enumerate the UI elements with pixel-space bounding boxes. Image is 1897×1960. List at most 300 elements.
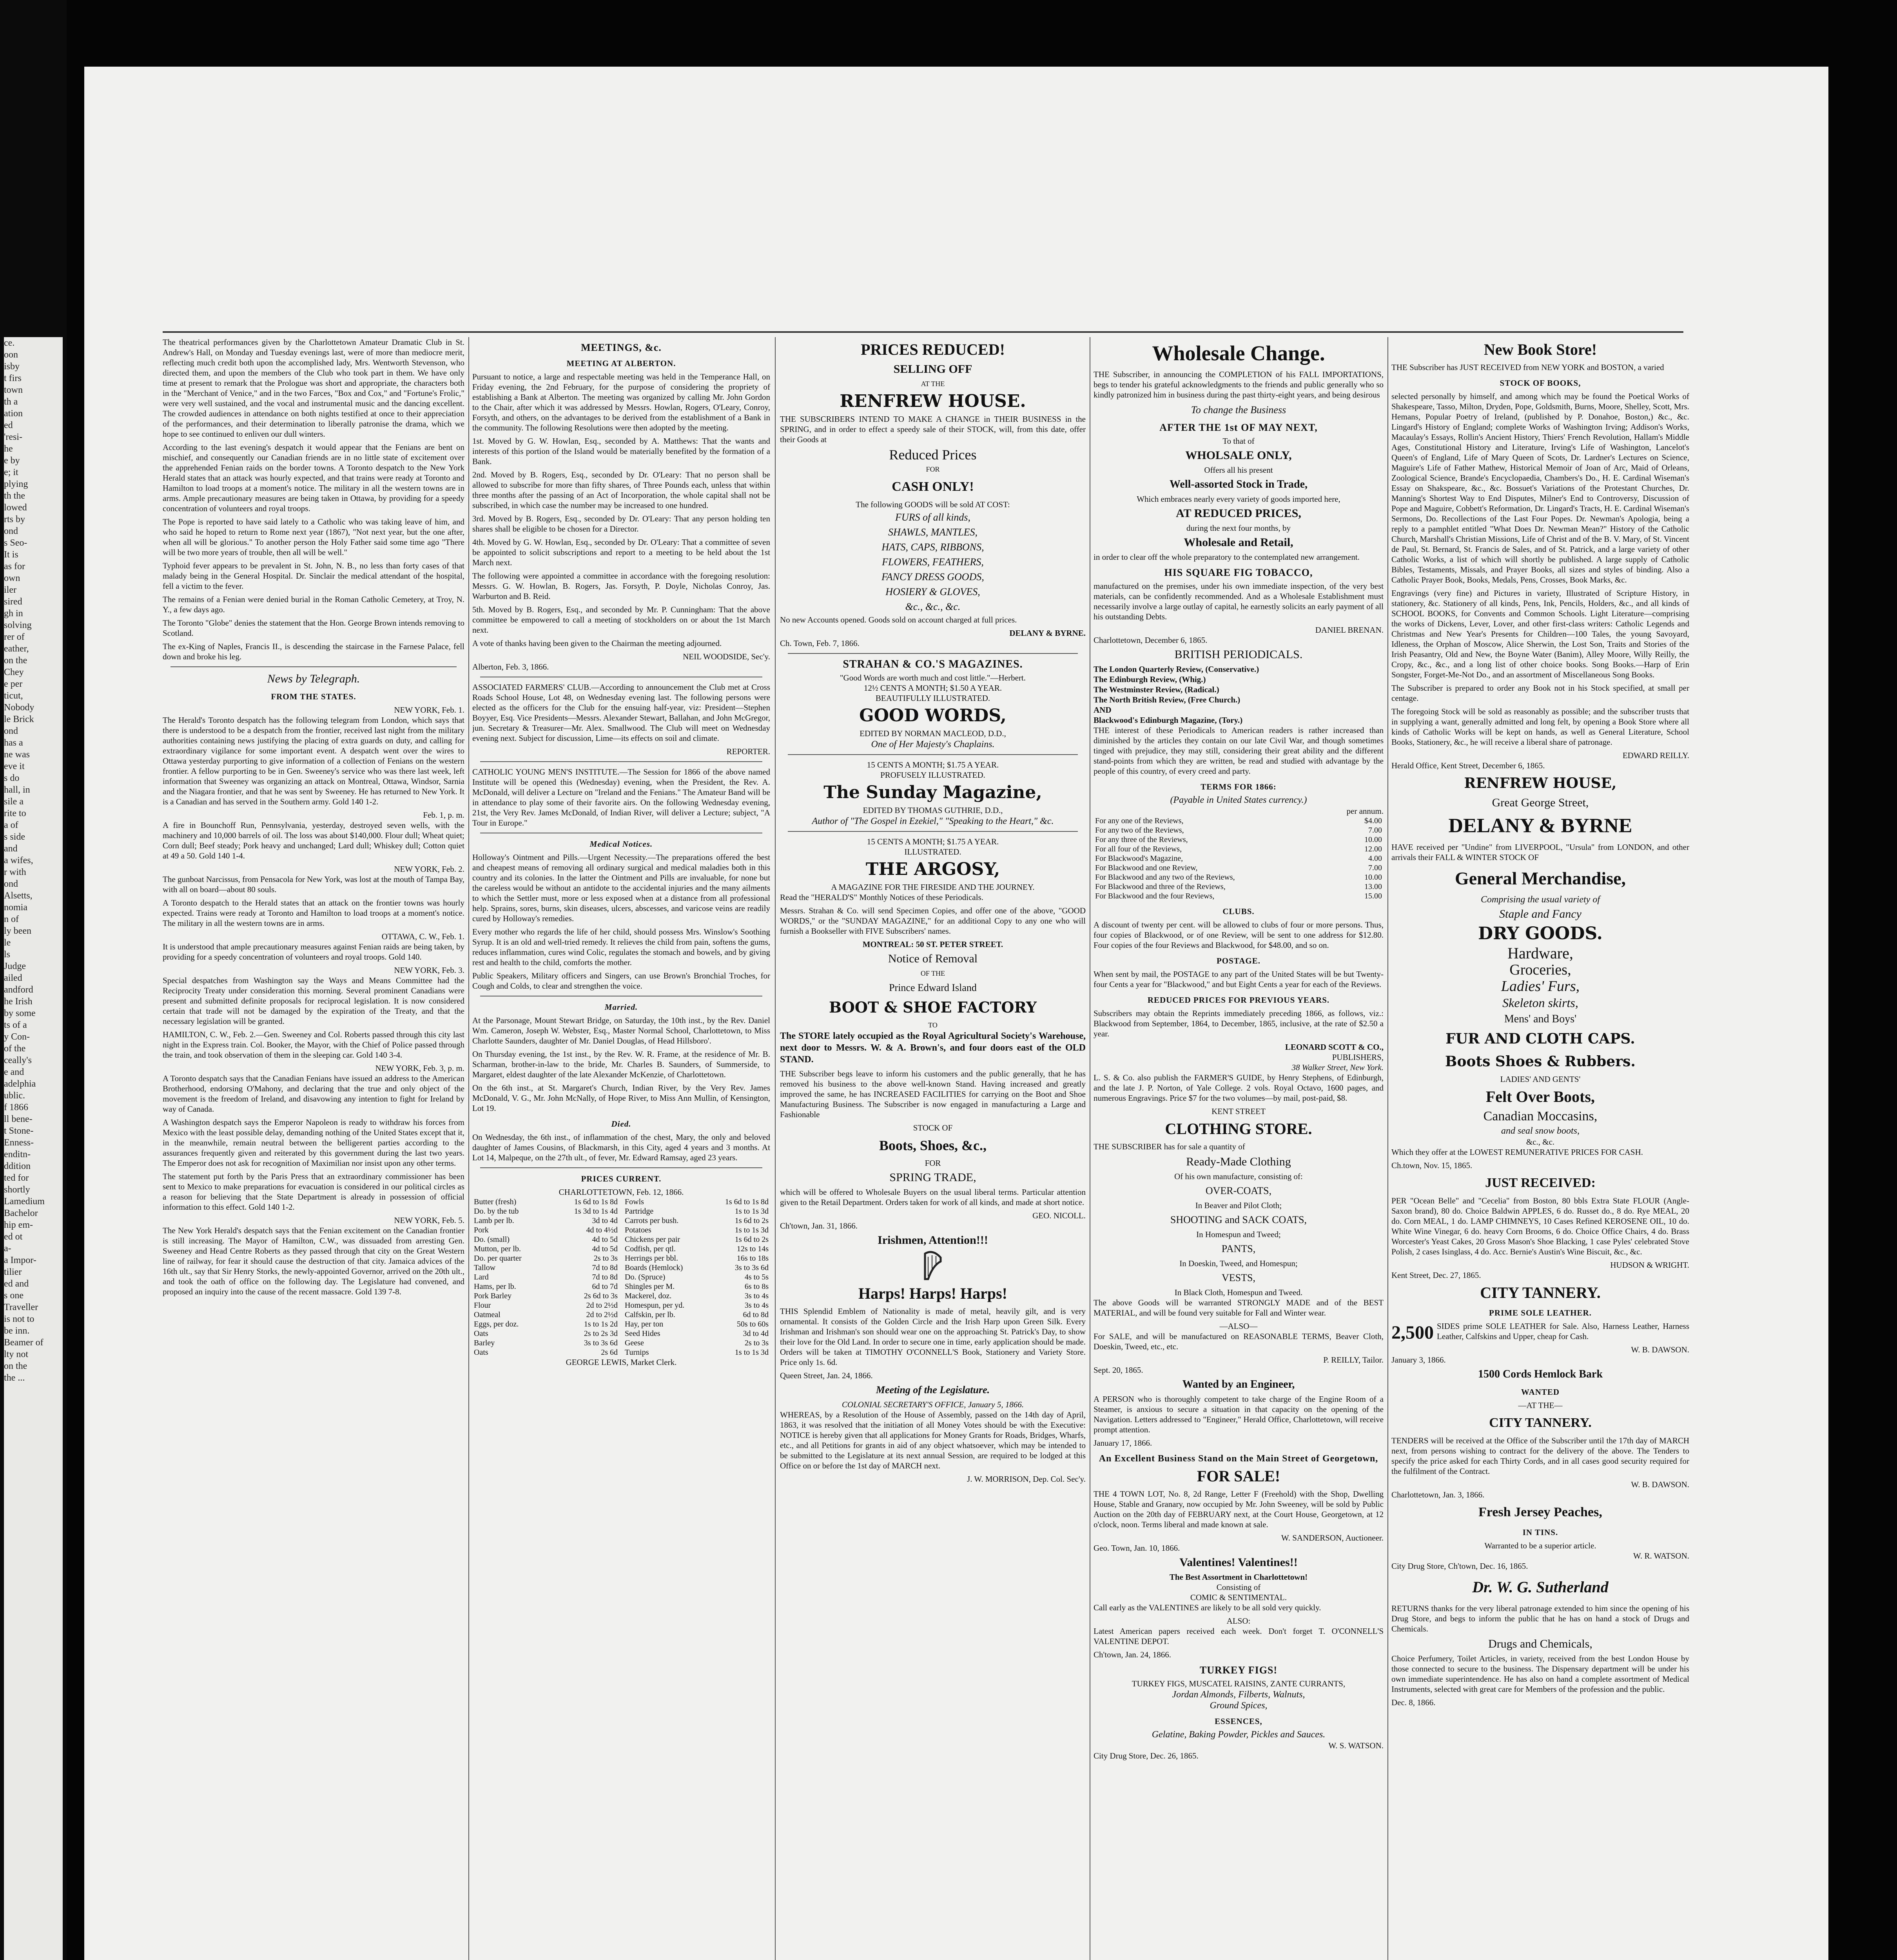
ad-item: FLOWERS, FEATHERS, xyxy=(882,556,984,568)
fragment-line: ll bene- xyxy=(4,1114,33,1124)
fragment-line: ed xyxy=(4,420,13,430)
row-value: 7.00 xyxy=(1368,826,1382,835)
ad-text: Reduced Prices xyxy=(889,447,977,463)
dateline: Feb. 1, p. m. xyxy=(423,810,464,820)
row-label: Seed Hides xyxy=(625,1329,660,1338)
ad-title: Meeting of the Legislature. xyxy=(876,1384,990,1396)
fragment-line: ed and xyxy=(4,1279,29,1289)
row-value: 2d to 2½d xyxy=(586,1310,618,1319)
table-row xyxy=(472,1338,619,1348)
ad-text: and seal snow boots, xyxy=(1501,1126,1580,1136)
fragment-line: on the xyxy=(4,655,27,666)
fragment-line: ls xyxy=(4,949,11,960)
fragment-line: ticut, xyxy=(4,691,23,701)
ad-paragraph: Messrs. Strahan & Co. will send Specimen Copies, and offer one of the above, "GOOD WORDS," or the "SUNDAY MAGAZINE," for an additional Copy to any one who will furnish a Bookseller with FIVE Subscribers' names. xyxy=(780,906,1086,936)
row-label: Calfskin, per lb. xyxy=(625,1310,675,1319)
row-value: 12s to 14s xyxy=(736,1245,769,1253)
ad-text: Felt Over Boots, xyxy=(1485,1088,1595,1105)
ad-store-name: THE ARGOSY, xyxy=(865,859,1000,879)
ad-paragraph: Latest American papers received each week. Don't forget T. O'CONNELL'S VALENTINE DEPOT. xyxy=(1094,1626,1384,1646)
table-row xyxy=(472,1291,619,1301)
table-row xyxy=(472,1216,619,1225)
signature: DELANY & BYRNE. xyxy=(1009,628,1086,638)
table-row xyxy=(472,1329,619,1338)
ad-text: Author of "The Gospel in Ezekiel," "Speaking to the Heart," &c. xyxy=(812,816,1054,826)
section-heading: Married. xyxy=(604,1002,638,1012)
fragment-line: a- xyxy=(4,1243,11,1254)
ad-text: Staple and Fancy xyxy=(1499,907,1581,920)
row-value: 15.00 xyxy=(1364,892,1382,900)
review-title: Blackwood's Edinburgh Magazine, (Tory.) xyxy=(1094,715,1243,725)
fragment-line: andford xyxy=(4,985,33,995)
row-label: For Blackwood's Magazine, xyxy=(1095,854,1183,863)
column-local-news xyxy=(163,337,464,1960)
dateline: NEW YORK, Feb. 1. xyxy=(394,705,464,715)
article-paragraph: Typhoid fever appears to be prevalent in St. John, N. B., no less than forty cases of that malady being in the General Hospital. Dr. Sinclair the medical attendant of the hospital, fell a victim to the fever. xyxy=(163,561,464,591)
ad-text: per annum. xyxy=(1346,806,1384,816)
fragment-line: enditn- xyxy=(4,1149,31,1160)
ad-text: VESTS, xyxy=(1222,1272,1255,1283)
fragment-line: hip em- xyxy=(4,1220,33,1230)
section-subheading: FROM THE STATES. xyxy=(271,692,356,701)
row-value: 7d to 8d xyxy=(592,1273,618,1281)
ad-paragraph: selected personally by himself, and among which may be found the Poetical Works of Shakespeare, Tasso, Milton, Dryden, Pope, Goldsmith, Burns, Moore, Shelley, Scott, Mrs. Hemans, Popular Poetry of Ireland, (published by P. Donahoe, Boston,) &c., &c. Lingard's History of England; complete Works of Washington Irving; Addison's Works, Macaulay's Essays, Rollin's Ancient History, Thiers' French Revolution, Hallam's Middle Ages, Constitutional History and Literature, Irving's Life of Washington, Lancelot's Queen's of England, Life of Mary Queen of Scots, Dr. Lardner's Lectures on Science, Maguire's Life of Father Mathew, Historical Memoir of Joan of Arc, Maid of Orleans, Zoological Science, Brande's Encyclopaedia, Chambers's Do., H. E. Cardinal Wiseman's Essay on Shakspeare, &c., &c. Bossuet's Variations of the Protestant Churches, Dr. Manning's Shortest Way to End Disputes, Milner's End to Controversy, Discussion of Pope and Maguire, Cobbett's Reformation, Dr. Lingard's Tracts, H. E. Cardinal Wiseman's Sermons, Do. Recollections of the Last Four Popes. Dr. Newman's Apologia, being a reply to a pamphlet entitled "What Does Dr. Newman Mean?" History of the Catholic Church, Marshall's Christian Missions, Life of Christ and of the B. V. Mary, of St. Vincent de Paul, St. Bernard, St. Francis de Sales, and of St. Patrick, and a large variety of other Catholic Works, a list of which will shortly be published. A large supply of Catholic Bibles, Testaments, Missals, and Prayer Books, all sizes and styles of binding. Also a Catholic Prayer Book, Books, Medals, Pens, Crosses, Book Marks, &c. xyxy=(1391,392,1689,584)
row-label: For all four of the Reviews, xyxy=(1095,845,1182,853)
fragment-line: le Brick xyxy=(4,714,34,724)
ad-text: OVER-COATS, xyxy=(1205,1185,1272,1196)
table-row xyxy=(472,1272,619,1282)
fragment-line: isby xyxy=(4,361,20,372)
column-rule xyxy=(468,337,469,1960)
dateline: OTTAWA, C. W., Feb. 1. xyxy=(381,932,464,941)
fragment-line: Lamedium xyxy=(4,1196,45,1207)
row-label: Partridge xyxy=(625,1207,654,1216)
review-title: The North British Review, (Free Church.) xyxy=(1094,695,1240,704)
ad-title: 1500 Cords Hemlock Bark xyxy=(1478,1368,1603,1380)
ad-text: The Best Assortment in Charlottetown! xyxy=(1169,1572,1308,1582)
row-label: Lard xyxy=(474,1273,489,1281)
table-row xyxy=(472,1254,619,1263)
ad-text: In Homespun and Tweed; xyxy=(1196,1230,1281,1239)
review-title: AND xyxy=(1094,705,1112,715)
ad-text: EDITED BY NORMAN MACLEOD, D.D., xyxy=(860,729,1006,738)
row-value: 4d to 4½d xyxy=(586,1226,618,1234)
ad-paragraph: THE Subscriber begs leave to inform his customers and the public generally, that he has removed his business to the above well-known Stand. Having increased and greatly improved the same, he has INCREASED FACILITIES for carrying on the Boot and Shoe Manufacturing Business. The Subscriber is now engaged in manufacturing a Large and Fashionable xyxy=(780,1069,1086,1119)
review-title: The Westminster Review, (Radical.) xyxy=(1094,685,1219,694)
row-label: Do. (small) xyxy=(474,1235,510,1244)
article-paragraph: The theatrical performances given by the Charlottetown Amateur Dramatic Club in St. Andrew's Hall, on Monday and Tuesday evenings last, were of more than mediocre merit, reflecting much credit both upon the accomplished lady, Mrs. Wentworth Stevenson, who directed them, and upon the members of the Club who took part in them. We have only time at present to remark that the Prologue was short and appropriate, the characters both in the "Merchant of Venice," and in the two Farces, "Box and Cox," and "Fortune's Frolic," were very well sustained, and the vocal and instrumental music and the dancing excellent. The crowded audiences in attendance on both nights testified at once to their appreciation of the performances, and their determination to liberally patronise the drama, which we hope to see continued to enliven our dull winters. xyxy=(163,338,464,439)
signature: LEONARD SCOTT & CO., xyxy=(1285,1042,1384,1052)
ad-text: OF THE xyxy=(920,969,945,977)
table-row xyxy=(623,1301,770,1310)
article-paragraph: On Thursday evening, the 1st inst., by the Rev. W. R. Frame, at the residence of Mr. B. Scharman, brother-in-law to the bride, Mr. Charles B. Saunders, of Summerside, to Margaret, eldest daughter of the late Alexander McKenzie, of Charlottetown. xyxy=(472,1049,770,1079)
fragment-line: rite to xyxy=(4,808,26,818)
article-paragraph: A vote of thanks having been given to the Chairman the meeting adjourned. xyxy=(472,639,722,648)
table-row xyxy=(1094,816,1384,826)
ad-text: Ready-Made Clothing xyxy=(1186,1155,1291,1168)
ad-paragraph: The STORE lately occupied as the Royal Agricultural Society's Warehouse, next door to Messrs. W. & A. Brown's, and four doors east of the OLD STAND. xyxy=(780,1031,1086,1065)
table-row xyxy=(1094,891,1384,901)
ad-title: Irishmen, Attention!!! xyxy=(878,1234,988,1247)
table-row xyxy=(623,1207,770,1216)
review-list xyxy=(1094,664,1384,725)
article-paragraph: Every mother who regards the life of her child, should possess Mrs. Winslow's Soothing Syrup. It is an old and well-tried remedy. It relieves the child from pain, softens the gums, reduces inflammation, cures wind Colic, regulates the stomach and bowels, and by giving rest and health to the child, comforts the mother. xyxy=(472,927,770,967)
dateline: Herald Office, Kent Street, December 6, 1865. xyxy=(1391,761,1545,770)
row-label: Geese xyxy=(625,1339,644,1347)
article-paragraph: CATHOLIC YOUNG MEN'S INSTITUTE.—The Session for 1866 of the above named Institute will be opened this (Wednesday) evening, when the President, the Rev. A. McDonald, will deliver a Lecture on "Ireland and the Fenians." The Amateur Band will be in attendance to play some of their favorite airs. On the following Wednesday evening, 21st, the Very Rev. James McDonald, of Indian River, will deliver a Lecture; subject, "A Tour in Europe." xyxy=(472,767,770,828)
table-row xyxy=(1094,854,1384,863)
row-value: 3d to 4d xyxy=(743,1329,769,1338)
column-advertisements-1 xyxy=(780,337,1086,1960)
fragment-line: ublic. xyxy=(4,1091,25,1101)
fragment-line: e; it xyxy=(4,467,18,477)
table-row xyxy=(472,1197,619,1207)
row-label: Homespun, per yd. xyxy=(625,1301,685,1310)
signature: GEORGE LEWIS, Market Clerk. xyxy=(566,1357,677,1367)
row-value: 2s to 3s xyxy=(744,1339,769,1347)
row-value: 2d to 2½d xyxy=(586,1301,618,1310)
ad-title: STRAHAN & CO.'S MAGAZINES. xyxy=(843,658,1023,670)
ad-text: ESSENCES, xyxy=(1215,1717,1262,1726)
row-label: For Blackwood and any two of the Reviews, xyxy=(1095,873,1235,882)
dateline: Charlottetown, December 6, 1865. xyxy=(1094,635,1208,645)
fragment-line: on the xyxy=(4,1361,27,1371)
column-advertisements-2 xyxy=(1094,337,1384,1960)
ad-title: BRITISH PERIODICALS. xyxy=(1174,648,1303,661)
article-paragraph: The New York Herald's despatch says that the Fenian excitement on the Canadian frontier is still increasing. The Mayor of Hamilton, C.W., was dissuaded from arresting Gen. Sweeney and Head Centre Roberts as they passed through that city on the Great Western line of railway, for fear it should cause the destruction of that city. Jamaica advices of the 16th ult., say that Sir Henry Storks, the newly-appointed Governor, arrived on the 20th ult., and took the oath of office on the following day. The Legislature had convened, and proposed an inquiry into the cause of the recent massacre. Gold 139 7-8. xyxy=(163,1226,464,1296)
article-paragraph: The statement put forth by the Paris Press that an extraordinary commissioner has been sent to Mexico to make preparations for evacuation is considered in our political circles as a reason for believing that the State Department is already in possession of official information to this effect. Gold 140 1-2. xyxy=(163,1172,464,1212)
dateline: NEW YORK, Feb. 5. xyxy=(394,1216,464,1225)
fragment-line: n of xyxy=(4,914,19,924)
fragment-line: rer of xyxy=(4,632,25,642)
ad-text: &c., &c. xyxy=(1526,1137,1555,1147)
ad-paragraph: HAVE received per "Undine" from LIVERPOOL, "Ursula" from LONDON, and other arrivals their FALL & WINTER STOCK OF xyxy=(1391,842,1689,862)
fragment-line: ted for xyxy=(4,1173,29,1183)
ad-text: —ALSO— xyxy=(1219,1321,1258,1331)
fragment-line: ation xyxy=(4,408,23,419)
row-value: 10.00 xyxy=(1364,835,1382,844)
row-value: 4.00 xyxy=(1368,854,1382,863)
ad-text: CLUBS. xyxy=(1222,907,1255,916)
table-row xyxy=(1094,835,1384,844)
article-paragraph: 3rd. Moved by B. Rogers, Esq., seconded by Dr. O'Leary: That any person holding ten shares shall be eligible to be chosen for a Director. xyxy=(472,514,770,534)
table-row xyxy=(472,1244,619,1254)
fragment-line: Nobody xyxy=(4,702,34,713)
ad-title: New Book Store! xyxy=(1484,341,1597,358)
ad-paragraph: A discount of twenty per cent. will be allowed to clubs of four or more persons. Thus, four copies of Blackwood, or of one Review, will be sent to one address for $12.80. Four copies of the four Reviews and Blackwood, for $48.00, and so on. xyxy=(1094,920,1384,950)
signature: W. S. WATSON. xyxy=(1328,1741,1384,1750)
table-row xyxy=(1094,873,1384,882)
divider xyxy=(788,653,1078,654)
row-value: 1s 3d to 1s 4d xyxy=(574,1207,618,1216)
ad-text: Boots, Shoes, &c., xyxy=(879,1138,987,1153)
row-value: 2s to 3s xyxy=(593,1254,618,1263)
fragment-line: sired xyxy=(4,597,22,607)
row-value: 2s 6d to 3s xyxy=(584,1292,618,1300)
dateline: Ch. Town, Feb. 7, 1866. xyxy=(780,639,860,648)
ad-paragraph: THE SUBSCRIBERS INTEND TO MAKE A CHANGE in THEIR BUSINESS in the SPRING, and in order to effect a speedy sale of their STOCK, will, from this date, offer their Goods at xyxy=(780,414,1086,444)
table-row xyxy=(623,1197,770,1207)
ad-paragraph: When sent by mail, the POSTAGE to any part of the United States will be but Twenty-four Cents a year for "Blackwood," and but Eight Cents a year for each of the Reviews. xyxy=(1094,969,1384,989)
row-value: 3s to 4s xyxy=(744,1301,769,1310)
ad-paragraph: TENDERS will be received at the Office of the Subscriber until the 17th day of MARCH next, from persons wishing to contract for the delivery of the above. The Tenders to specify the price asked for each Thirty Cords, and in all cases good security required for the fulfilment of the Contract. xyxy=(1391,1436,1689,1476)
ad-text: Of his own manufacture, consisting of: xyxy=(1174,1172,1303,1181)
ad-text: 12½ CENTS A MONTH; $1.50 A YEAR. xyxy=(863,683,1002,693)
ad-text: TURKEY FIGS, MUSCATEL RAISINS, ZANTE CURRANTS, xyxy=(1132,1679,1346,1688)
row-label: Boards (Hemlock) xyxy=(625,1263,683,1272)
ad-text: Hardware, xyxy=(1507,944,1573,962)
signature: PUBLISHERS, xyxy=(1332,1053,1384,1062)
fragment-line: ond xyxy=(4,879,18,889)
ad-paragraph: PER "Ocean Belle" and "Cecelia" from Boston, 80 bbls Extra State FLOUR (Angle-Saxon brand), 80 do. Choice Baldwin APPLES, 6 do. Russet do., 8 do. Rye MEAL, 20 do. Corn MEAL, 1 do. LAMP CHIMNEYS, 10 Cases Refined KEROSENE OIL, 10 do. White Wine Vinegar, 6 do. heavy Corn Brooms, 6 do. Choice Office Chairs, 4 do. Brass Worcester's Yeast Cakes, 20 Gross Mason's Shoe Blacking, 1 case Pyles' celebrated Stove Polish, 2 cases Isinglass, 4 do. Acc. Bernie's Austin's Wine Biscuit, &c., &c. xyxy=(1391,1196,1689,1256)
ad-text: during the next four months, by xyxy=(1186,523,1291,533)
divider xyxy=(788,831,1078,832)
row-value: $4.00 xyxy=(1364,817,1382,825)
fragment-line: he Irish xyxy=(4,996,33,1007)
ad-paragraph: THE Subscriber has JUST RECEIVED from NEW YORK and BOSTON, a varied xyxy=(1391,363,1664,372)
signature: NEIL WOODSIDE, Sec'y. xyxy=(683,652,770,661)
fragment-line: by some xyxy=(4,1008,36,1018)
ad-text: A MAGAZINE FOR THE FIRESIDE AND THE JOURNEY. xyxy=(831,882,1035,892)
fragment-line: own xyxy=(4,573,20,583)
ad-title: PRICES REDUCED! xyxy=(861,341,1005,358)
row-value: 3s to 3s 6d xyxy=(584,1339,618,1347)
fragment-line: lty not xyxy=(4,1349,29,1359)
row-value: 4d to 5d xyxy=(592,1245,618,1253)
fragment-line: t firs xyxy=(4,373,22,383)
column-rule xyxy=(775,337,776,1960)
dateline: Alberton, Feb. 3, 1866. xyxy=(472,662,549,671)
fragment-line: ddition xyxy=(4,1161,31,1171)
article-paragraph: The remains of a Fenian were denied burial in the Roman Catholic Cemetery, at Troy, N. Y., a few days ago. xyxy=(163,595,464,614)
fragment-line: It is xyxy=(4,550,18,560)
ad-text: KENT STREET xyxy=(1211,1107,1266,1116)
ad-text: MONTREAL: 50 ST. PETER STREET. xyxy=(862,940,1003,949)
ad-paragraph: in order to clear off the whole preparatory to the contemplated new arrangement. xyxy=(1094,552,1360,562)
fragment-line: ailed xyxy=(4,973,22,983)
table-row xyxy=(472,1263,619,1272)
ad-item: FANCY DRESS GOODS, xyxy=(881,571,984,583)
article-paragraph: 2nd. Moved by B. Rogers, Esq., seconded by Dr. O'Leary: That no person shall be allowed to subscribe for more than fifty shares, of Three Pounds each, unless that within three months after the passing of an Act of Incorporation, the whole capital shall not be subscribed, in which case the number may be increased to one hundred. xyxy=(472,470,770,510)
ad-title: CLOTHING STORE. xyxy=(1165,1120,1312,1138)
ad-text: Skeleton skirts, xyxy=(1502,996,1578,1010)
table-row xyxy=(623,1254,770,1263)
row-value: 6s to 8s xyxy=(744,1282,769,1291)
fragment-line: tilier xyxy=(4,1267,22,1277)
row-label: Potatoes xyxy=(625,1226,651,1234)
dateline: Charlottetown, Jan. 3, 1866. xyxy=(1391,1490,1485,1499)
table-row xyxy=(1094,826,1384,835)
row-value: 3d to 4d xyxy=(592,1216,618,1225)
ad-text: Which embraces nearly every variety of goods imported here, xyxy=(1137,494,1340,504)
ad-text: STOCK OF xyxy=(913,1123,953,1132)
terms-table xyxy=(1094,816,1384,901)
ad-title: Fresh Jersey Peaches, xyxy=(1478,1505,1602,1519)
ad-store-name: GOOD WORDS, xyxy=(859,706,1007,726)
ad-paragraph: THIS Splendid Emblem of Nationality is made of metal, heavily gilt, and is very ornamental. It consists of the Golden Circle and the Irish Harp upon Green Silk. Every Irishman and Irishman's son should wear one on the approaching St. Patrick's Day, to show their love for the Old Land. In order to secure one in time, early application should be made. Orders will be taken at TIMOTHY O'CONNELL'S Book, Stationery and Variety Store. Price only 1s. 6d. xyxy=(780,1307,1086,1367)
section-heading: Died. xyxy=(611,1119,631,1129)
fragment-line: plying xyxy=(4,479,28,489)
table-row xyxy=(472,1301,619,1310)
ad-item-list xyxy=(780,510,1086,614)
article-paragraph: 5th. Moved by B. Rogers, Esq., and seconded by Mr. P. Cunningham: That the above committee be empowered to call a meeting of stockholders on or about the 1st March next. xyxy=(472,605,770,635)
row-value: 1s 6d to 2s xyxy=(734,1235,769,1244)
table-row xyxy=(623,1329,770,1338)
ad-text: HIS SQUARE FIG TOBACCO, xyxy=(1164,567,1313,578)
table-row xyxy=(472,1235,619,1244)
fragment-line: solving xyxy=(4,620,32,630)
article-paragraph: On Wednesday, the 6th inst., of inflammation of the chest, Mary, the only and beloved daughter of James Cousins, of Blackmarsh, in this City, aged 4 years and 3 months. At Lot 14, Malpeque, on the 27th ult., of fever, Mr. Edward Ramsay, aged 23 years. xyxy=(472,1132,770,1162)
table-row xyxy=(623,1338,770,1348)
row-label: Pork xyxy=(474,1226,489,1234)
ad-text: FUR AND CLOTH CAPS. xyxy=(1445,1031,1635,1047)
ad-item: HATS, CAPS, RIBBONS, xyxy=(881,541,984,553)
table-row xyxy=(623,1348,770,1357)
ad-text: 15 CENTS A MONTH; $1.75 A YEAR. xyxy=(867,837,999,846)
ad-text: Mens' and Boys' xyxy=(1504,1013,1577,1025)
ad-title: CITY TANNERY. xyxy=(1489,1416,1592,1430)
row-label: For any two of the Reviews, xyxy=(1095,826,1184,835)
fragment-line: ed ot xyxy=(4,1232,23,1242)
fragment-line: has a xyxy=(4,738,23,748)
table-row xyxy=(623,1225,770,1235)
ad-text: Canadian Moccasins, xyxy=(1483,1109,1598,1123)
row-value: 50s to 60s xyxy=(736,1320,769,1328)
table-row xyxy=(623,1244,770,1254)
ad-text: Ladies' Furs, xyxy=(1501,978,1580,995)
table-row xyxy=(623,1310,770,1319)
fragment-line: 'resi- xyxy=(4,432,22,442)
ad-text: Comprising the usual variety of xyxy=(1481,895,1600,905)
fragment-line: f 1866 xyxy=(4,1102,28,1112)
ad-text: Consisting of xyxy=(1216,1583,1261,1592)
article-paragraph: HAMILTON, C. W., Feb. 2.—Gen. Sweeney and Col. Roberts passed through this city last night in the Express train. Col. Booker, the Mayor, with the Chief of Police passed through the train, and took observation of them in the sleeping car. Gold 140 3-4. xyxy=(163,1030,464,1060)
ad-text: The following GOODS will be sold AT COST: xyxy=(856,500,1010,509)
ad-text: WHOLSALE ONLY, xyxy=(1185,449,1292,462)
ad-title: Harps! Harps! Harps! xyxy=(858,1285,1007,1302)
ad-paragraph: The foregoing Stock will be sold as reasonably as possible; and the subscriber trusts that in supplying a want, generally admitted and long felt, by opening a Book Store where all kinds of Catholic Works will be kept on hands, as well as General Literature, School Books, Stationery, &c., he will receive a liberal share of patronage. xyxy=(1391,707,1689,747)
divider xyxy=(480,1167,762,1168)
row-label: Shingles per M. xyxy=(625,1282,675,1291)
row-label: Hay, per ton xyxy=(625,1320,664,1328)
ad-text: Boots Shoes & Rubbers. xyxy=(1445,1053,1636,1070)
ad-text: EDITED BY THOMAS GUTHRIE, D.D., xyxy=(863,806,1003,815)
ad-text: AFTER THE 1st OF MAY NEXT, xyxy=(1159,422,1318,433)
article-paragraph: At the Parsonage, Mount Stewart Bridge, on Saturday, the 10th inst., by the Rev. Daniel Wm. Cameron, Joseph W. Webster, Esq., Master Normal School, Charlottetown, to Miss Charlotte Saunders, daughter of Mr. Daniel Douglas, of Head Hillsboro'. xyxy=(472,1016,770,1045)
column-meetings xyxy=(472,337,770,1960)
fragment-line: rts by xyxy=(4,514,25,524)
ad-paragraph: Subscribers may obtain the Reprints immediately preceding 1866, as follows, viz.: Blackwood from September, 1864, to December, 1865, inclusive, at the rate of $2.50 a year. xyxy=(1094,1009,1384,1038)
column-advertisements-3 xyxy=(1391,337,1689,1960)
section-heading: News by Telegraph. xyxy=(267,672,360,685)
ad-text: Well-assorted Stock in Trade, xyxy=(1169,478,1308,490)
fragment-line: Enness- xyxy=(4,1138,34,1148)
ad-text: TERMS FOR 1866: xyxy=(1201,782,1277,791)
ad-text: COMIC & SENTIMENTAL. xyxy=(1190,1593,1287,1602)
ad-item: FURS of all kinds, xyxy=(895,512,971,523)
dateline: City Drug Store, Ch'town, Dec. 16, 1865. xyxy=(1391,1561,1528,1571)
article-paragraph: According to the last evening's despatch it would appear that the Fenians are bent on mischief, and consequently our Canadian friends are in no little state of excitement over the apprehended Fenian raids on the border towns. A Toronto despatch to the New York Herald states that an attack was hourly expected, and that trains were ready at Toronto and Hamilton to load troops at a moment's notice. The military in all the western towns are in arms. Ample precautionary measures are being taken in Ottawa, by providing for a speedy concentration of volunteers and royal troops. xyxy=(163,443,464,513)
row-label: Fowls xyxy=(625,1198,644,1206)
fragment-line: lowed xyxy=(4,503,27,513)
ad-title: JUST RECEIVED: xyxy=(1485,1176,1596,1190)
fragment-line: shortly xyxy=(4,1185,30,1195)
fragment-line: r with xyxy=(4,867,26,877)
fragment-line: s side xyxy=(4,832,25,842)
row-label: Carrots per bush. xyxy=(625,1216,679,1225)
row-label: Codfish, per qtl. xyxy=(625,1245,676,1253)
row-value: 10.00 xyxy=(1364,873,1382,882)
fragment-line: ly been xyxy=(4,926,31,936)
row-label: Barley xyxy=(474,1339,495,1347)
row-label: Hams, per lb. xyxy=(474,1282,516,1291)
row-value: 1s to 1s 2d xyxy=(584,1320,618,1328)
row-value: 3s to 4s xyxy=(744,1292,769,1300)
fragment-line: a Impor- xyxy=(4,1255,36,1265)
fragment-line: s one xyxy=(4,1290,24,1301)
row-label: For Blackwood and one Review, xyxy=(1095,864,1198,872)
fragment-line: of the xyxy=(4,1044,26,1054)
ad-paragraph: No new Accounts opened. Goods sold on account charged at full prices. xyxy=(780,615,1017,624)
article-paragraph: A Toronto despatch says that the Canadian Fenians have issued an address to the American Brotherhood, endorsing O'Mahony, and declaring that the true and only object of the movement is the freedom of Ireland, and disavowing any intention to fight for Ireland by way of Canada. xyxy=(163,1074,464,1114)
ad-title: DELANY & BYRNE xyxy=(1448,815,1632,837)
signature: W. SANDERSON, Auctioneer. xyxy=(1281,1533,1384,1543)
ad-paragraph: A PERSON who is thoroughly competent to take charge of the Engine Room of a Steamer, is anxious to secure a situation in that capacity on the opening of the Navigation. Letters addressed to "Engineer," Herald Office, Charlottetown, will receive prompt attention. xyxy=(1094,1394,1384,1434)
article-paragraph: 1st. Moved by G. W. Howlan, Esq., seconded by A. Matthews: That the wants and interests of this portion of the Island would be materially benefited by the formation of a Bank. xyxy=(472,436,770,466)
fragment-line: le xyxy=(4,938,11,948)
ad-text: 38 Walker Street, New York. xyxy=(1291,1063,1384,1072)
ad-text: Drugs and Chemicals, xyxy=(1488,1637,1592,1650)
signature: J. W. MORRISON, Dep. Col. Sec'y. xyxy=(967,1474,1086,1484)
fragment-line: gh in xyxy=(4,608,23,619)
article-paragraph: The Pope is reported to have said lately to a Catholic who was taking leave of him, and who said he hoped to return to Rome next year (1867), "Not next year, but the one after, when all will be glorious." To another person the Holy Father said some time ago "There will be two more years of trouble, then all will be well." xyxy=(163,517,464,557)
row-value: 1s to 1s 3d xyxy=(734,1207,769,1216)
ad-text: WANTED xyxy=(1521,1387,1560,1397)
ad-text: Offers all his present xyxy=(1204,465,1273,475)
ad-paragraph: Choice Perfumery, Toilet Articles, in variety, received from the best London House by those connected to secure to the business. The Dispensary department will be under his own immediate superintendence. He has also on hand a complete assortment of Medical Instruments, selected with great care for Members of the profession and the public. xyxy=(1391,1654,1689,1694)
row-value: 16s to 18s xyxy=(736,1254,769,1263)
article-paragraph: Special despatches from Washington say the Ways and Means Committee had the Reciprocity Treaty under consideration this morning. Several prominent Canadians were present and submitted definite proposals for reciprocal legislation. It is now considered certain that trade will not be damaged by the expiration of the Treaty, and that the necessary legislation will be granted. xyxy=(163,976,464,1026)
divider xyxy=(480,761,762,762)
table-row xyxy=(472,1348,619,1357)
fragment-line: eather, xyxy=(4,644,29,654)
ad-paragraph: The above Goods will be warranted STRONGLY MADE and of the BEST MATERIAL, and will be found very suitable for Fall and Winter wear. xyxy=(1094,1298,1384,1318)
ad-paragraph: For SALE, and will be manufactured on REASONABLE TERMS, Beaver Cloth, Doeskin, Tweed, etc., etc. xyxy=(1094,1332,1384,1351)
dateline: NEW YORK, Feb. 2. xyxy=(394,864,464,874)
fragment-line: town xyxy=(4,385,23,395)
fragment-line: the ... xyxy=(4,1373,25,1383)
ad-subtitle: SELLING OFF xyxy=(893,363,972,376)
row-label: For Blackwood and three of the Reviews, xyxy=(1095,882,1226,891)
table-row xyxy=(623,1272,770,1282)
fragment-line: adelphia xyxy=(4,1079,36,1089)
dateline: Ch'town, Jan. 24, 1866. xyxy=(1094,1650,1172,1659)
signature: W. B. DAWSON. xyxy=(1631,1345,1689,1354)
fragment-line: e and xyxy=(4,1067,24,1077)
fragment-line: oon xyxy=(4,350,18,360)
dateline: Dec. 8, 1866. xyxy=(1391,1698,1436,1707)
ad-paragraph: RETURNS thanks for the very liberal patronage extended to him since the opening of his Drug Store, and begs to inform the public that he has on hand a stock of Drugs and Chemicals. xyxy=(1391,1604,1689,1633)
ad-paragraph: Read the "HERALD'S" Monthly Notices of these Periodicals. xyxy=(780,893,984,902)
ad-text: PANTS, xyxy=(1221,1243,1256,1254)
harp-icon xyxy=(921,1250,945,1281)
row-label: Turnips xyxy=(625,1348,649,1357)
table-row xyxy=(623,1263,770,1272)
row-label: Oats xyxy=(474,1329,488,1338)
ad-item: &c., &c., &c. xyxy=(905,601,961,612)
signature: W. R. WATSON. xyxy=(1633,1551,1689,1561)
table-row xyxy=(472,1282,619,1291)
